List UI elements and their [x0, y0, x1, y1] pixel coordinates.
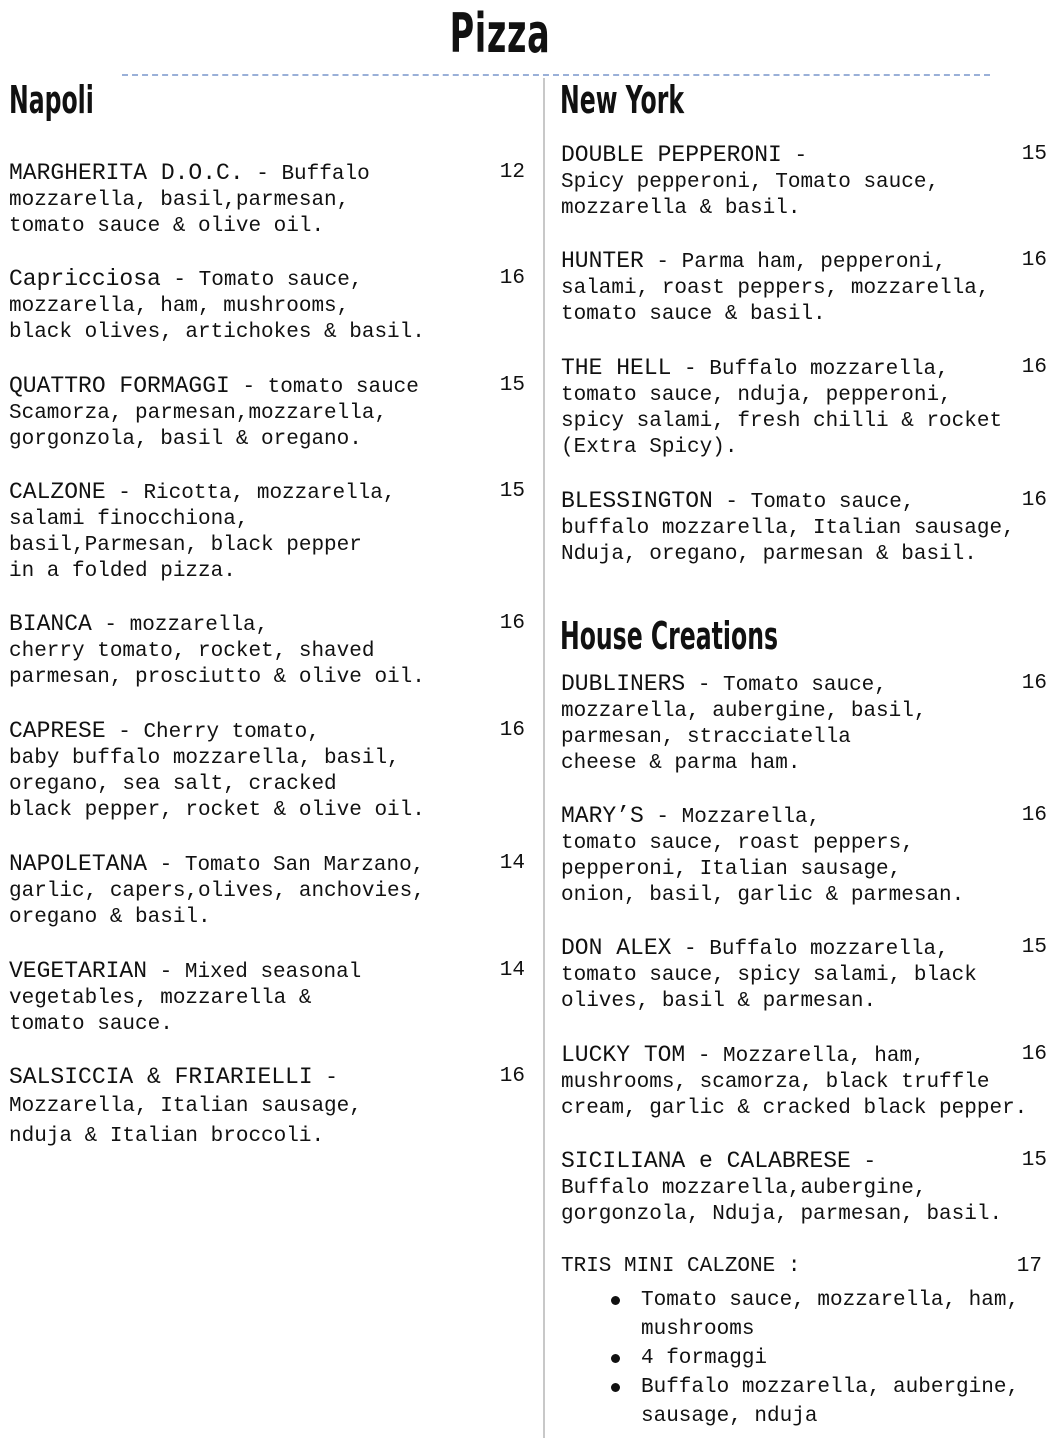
item-separator: -: [671, 358, 710, 381]
item-description-start: mozzarella,: [129, 614, 269, 637]
item-description-start: Cherry tomato,: [143, 721, 320, 744]
item-price: 12: [499, 161, 525, 184]
item-description: vegetables, mozzarella & tomato sauce.: [9, 987, 312, 1036]
option-text: 4 formaggi: [641, 1347, 768, 1370]
item-description-start: Mozzarella,: [681, 806, 821, 829]
item-heading-line: [561, 671, 926, 699]
item-separator: -: [91, 614, 130, 637]
item-description-start: Ricotta, mozzarella,: [143, 482, 396, 505]
menu-item: [561, 935, 977, 1015]
item-heading-line: [9, 611, 425, 639]
item-name: DON ALEX: [561, 935, 672, 961]
item-description: Mozzarella, Italian sausage, nduja & Italian broccoli.: [9, 1095, 362, 1148]
menu-item: [561, 355, 1002, 461]
menu-item: [9, 373, 419, 453]
title-divider: [122, 74, 990, 76]
item-name: CAPRESE: [9, 718, 106, 744]
item-description: mozzarella, basil,parmesan, tomato sauce & olive oil.: [9, 189, 350, 238]
section-heading-new-york: New York: [560, 78, 685, 122]
item-heading-line: [561, 935, 977, 963]
column-divider: [543, 78, 545, 1438]
item-separator: -: [229, 376, 268, 399]
item-description-start: Buffalo: [281, 163, 370, 186]
item-description-start: Parma ham, pepperoni,: [681, 251, 947, 274]
item-separator: -: [685, 1045, 724, 1068]
item-description: tomato sauce, spicy salami, black olives, basil & parmesan.: [561, 964, 977, 1013]
item-price: 14: [499, 852, 525, 875]
item-description-start: Mozzarella, ham,: [723, 1045, 925, 1068]
item-price: 16: [499, 267, 525, 290]
item-description: tomato sauce, nduja, pepperoni, spicy salami, fresh chilli & rocket (Extra Spicy).: [561, 384, 1003, 459]
item-description-start: Tomato sauce,: [198, 269, 363, 292]
item-price: 16: [1021, 1043, 1047, 1066]
item-price: 16: [1021, 356, 1047, 379]
menu-item: [9, 479, 395, 585]
menu-item: [561, 1042, 1027, 1122]
page-title: Pizza: [449, 2, 551, 65]
item-price: 15: [499, 374, 525, 397]
item-description: Buffalo mozzarella,aubergine, gorgonzola, Nduja, parmesan, basil.: [561, 1177, 1003, 1226]
item-description: mozzarella, ham, mushrooms, black olives, artichokes & basil.: [9, 295, 425, 344]
menu-item: [9, 611, 425, 691]
item-price: 16: [499, 1065, 525, 1088]
item-heading-line: [9, 958, 361, 986]
item-name: BIANCA: [9, 611, 92, 637]
item-price: 16: [1021, 672, 1047, 695]
item-heading-line: [561, 803, 964, 831]
item-separator: -: [243, 163, 282, 186]
item-separator: -: [781, 145, 808, 168]
menu-item: [561, 248, 989, 328]
section-heading-house-creations: House Creations: [560, 614, 778, 658]
item-description: mushrooms, scamorza, black truffle cream, garlic & cracked black pepper.: [561, 1071, 1028, 1120]
menu-item: [561, 1148, 1002, 1228]
item-description-start: Tomato sauce,: [750, 491, 915, 514]
item-description: salami, roast peppers, mozzarella, tomato sauce & basil.: [561, 277, 990, 326]
item-separator: -: [147, 854, 185, 877]
section-heading-napoli: Napoli: [9, 78, 94, 122]
item-name: HUNTER: [561, 248, 644, 274]
menu-item: [9, 851, 425, 931]
item-price: 16: [499, 612, 525, 635]
item-name: Capricciosa: [9, 266, 161, 292]
item-description-start: Buffalo mozzarella,: [709, 938, 949, 961]
item-name: DUBLINERS: [561, 671, 686, 697]
item-name: QUATTRO FORMAGGI: [9, 373, 230, 399]
item-heading-line: [9, 1064, 362, 1092]
list-item: [561, 1344, 1019, 1373]
menu-item: [561, 488, 1015, 568]
item-heading-line: [561, 1042, 1027, 1070]
item-separator: -: [105, 482, 144, 505]
item-name: BLESSINGTON: [561, 488, 713, 514]
item-name: MARY’S: [561, 803, 644, 829]
item-price: 14: [499, 959, 525, 982]
item-price: 15: [1021, 936, 1047, 959]
menu-item: [561, 142, 939, 222]
item-heading-line: [9, 851, 425, 879]
option-text: Buffalo mozzarella, aubergine, sausage, nduja: [641, 1376, 1020, 1428]
item-description: mozzarella, aubergine, basil, parmesan, stracciatella cheese & parma ham.: [561, 700, 927, 775]
menu-item: [561, 1254, 800, 1280]
menu-item: [9, 266, 425, 346]
item-price: 15: [499, 480, 525, 503]
item-description: Spicy pepperoni, Tomato sauce, mozzarella & basil.: [561, 171, 940, 220]
item-price: 16: [1021, 489, 1047, 512]
item-description: tomato sauce, roast peppers, pepperoni, Italian sausage, onion, basil, garlic & parmesan.: [561, 832, 965, 907]
menu-item: [561, 671, 926, 777]
item-separator: -: [312, 1067, 338, 1090]
item-separator: -: [643, 806, 682, 829]
item-name: SALSICCIA & FRIARIELLI: [9, 1064, 313, 1090]
item-heading-line: [561, 142, 939, 170]
list-item: [561, 1286, 1019, 1344]
item-separator: -: [685, 674, 724, 697]
list-item: [561, 1373, 1019, 1431]
menu-item: [9, 718, 425, 824]
item-description-start: Tomato San Marzano,: [184, 854, 425, 877]
menu-item: [9, 1064, 362, 1152]
item-description: cherry tomato, rocket, shaved parmesan, prosciutto & olive oil.: [9, 640, 425, 689]
item-separator: -: [160, 269, 199, 292]
item-heading-line: [561, 488, 1015, 516]
item-heading-line: [9, 479, 395, 507]
item-name: CALZONE: [9, 479, 106, 505]
item-price: 16: [499, 719, 525, 742]
item-description-start: Tomato sauce,: [723, 674, 887, 697]
bullet-icon: [611, 1383, 620, 1392]
item-heading-line: [9, 160, 370, 188]
item-description-start: tomato sauce: [267, 376, 419, 399]
item-heading-line: [9, 718, 425, 746]
item-name: TRIS MINI CALZONE :: [561, 1255, 801, 1278]
item-description: buffalo mozzarella, Italian sausage, Nduja, oregano, parmesan & basil.: [561, 517, 1015, 566]
item-name: DOUBLE PEPPERONI: [561, 142, 782, 168]
item-name: VEGETARIAN: [9, 958, 148, 984]
item-name: MARGHERITA D.O.C.: [9, 160, 244, 186]
option-text: Tomato sauce, mozzarella, ham, mushrooms: [641, 1289, 1020, 1341]
bullet-icon: [611, 1296, 620, 1305]
item-name: SICILIANA e CALABRESE: [561, 1148, 851, 1174]
item-price: 16: [1021, 804, 1047, 827]
item-separator: -: [712, 491, 751, 514]
item-heading-line: [9, 266, 425, 294]
item-separator: -: [105, 721, 144, 744]
item-heading-line: [561, 1148, 1002, 1176]
item-heading-line: [561, 248, 989, 276]
item-description: salami finocchiona, basil,Parmesan, black pepper in a folded pizza.: [9, 508, 362, 583]
item-heading-line: [9, 373, 419, 401]
item-name: LUCKY TOM: [561, 1042, 686, 1068]
menu-item: [561, 803, 964, 909]
item-heading-line: [561, 355, 1002, 383]
item-price: 15: [1021, 143, 1047, 166]
item-price: 17: [1016, 1255, 1042, 1278]
menu-item: [9, 160, 370, 240]
item-description: garlic, capers,olives, anchovies, oregano & basil.: [9, 880, 425, 929]
menu-item: [9, 958, 361, 1038]
item-separator: -: [643, 251, 682, 274]
item-description: Scamorza, parmesan,mozzarella, gorgonzola, basil & oregano.: [9, 402, 388, 451]
item-separator: -: [850, 1151, 877, 1174]
item-description-start: Mixed seasonal: [184, 961, 362, 984]
item-separator: -: [671, 938, 710, 961]
item-price: 16: [1021, 249, 1047, 272]
tris-options-list: [561, 1286, 1019, 1431]
item-separator: -: [147, 961, 185, 984]
item-name: THE HELL: [561, 355, 672, 381]
item-price: 15: [1021, 1149, 1047, 1172]
item-name: NAPOLETANA: [9, 851, 148, 877]
item-description-start: Buffalo mozzarella,: [709, 358, 949, 381]
item-description: baby buffalo mozzarella, basil, oregano, sea salt, cracked black pepper, rocket & olive oil.: [9, 747, 425, 822]
bullet-icon: [611, 1354, 620, 1363]
